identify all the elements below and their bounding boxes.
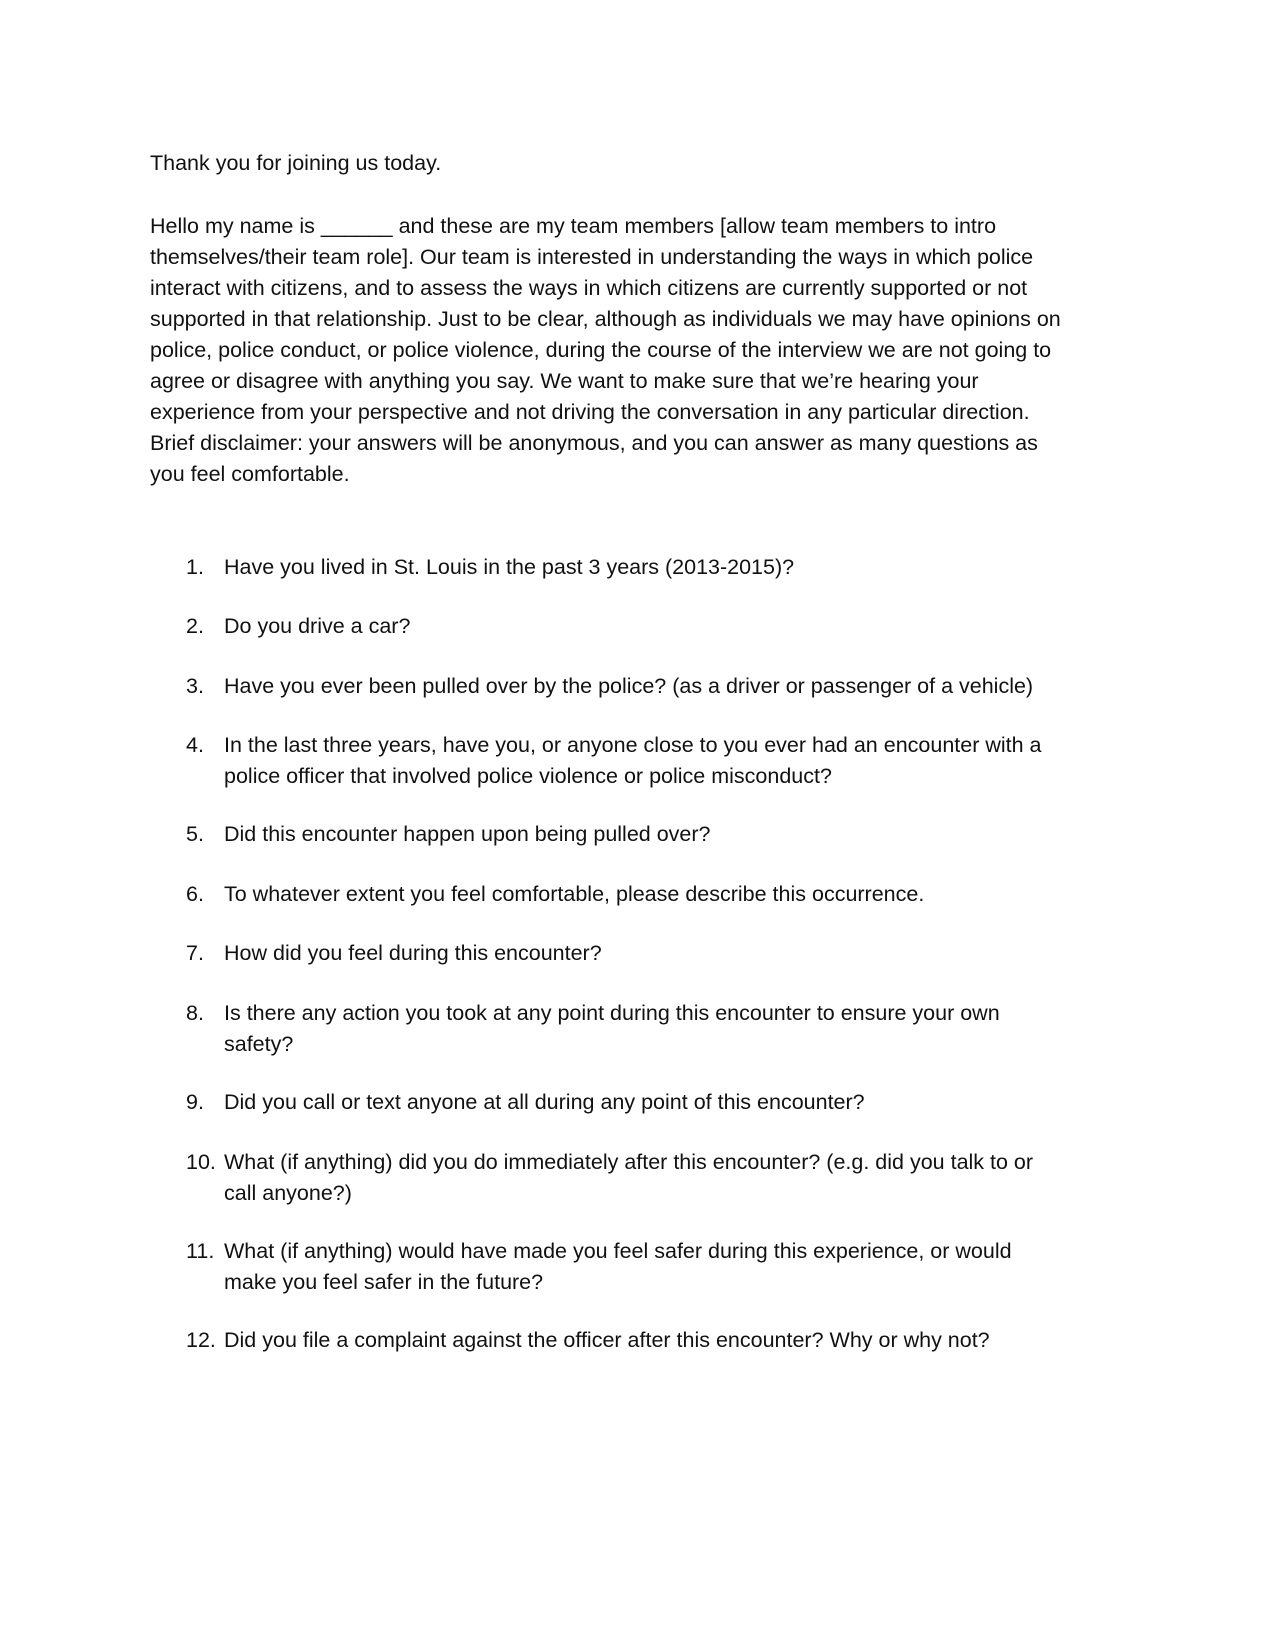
question-number: 11. [186, 1239, 215, 1263]
question-text: Do you drive a car? [224, 614, 411, 638]
question-item [0, 1147, 1275, 1217]
question-number: 5. [186, 822, 204, 846]
question-number: 7. [186, 941, 204, 965]
question-number: 3. [186, 674, 204, 698]
question-text: Did this encounter happen upon being pulled over? [224, 822, 711, 846]
question-text: Have you lived in St. Louis in the past 3 years (2013-2015)? [224, 555, 795, 579]
question-item [0, 1325, 1275, 1395]
question-number: 10. [186, 1150, 216, 1174]
question-number: 6. [186, 882, 204, 906]
question-text: In the last three years, have you, or anyone close to you ever had an encounter with a police officer that involved police violence or police misconduct? [224, 733, 1042, 788]
question-item [0, 730, 1275, 800]
question-text: Did you call or text anyone at all during any point of this encounter? [224, 1090, 865, 1114]
question-item [0, 998, 1275, 1068]
question-text: Have you ever been pulled over by the police? (as a driver or passenger of a vehicle) [224, 674, 1034, 698]
question-number: 12. [186, 1328, 216, 1352]
intro-paragraph: Hello my name is ______ and these are my team members [allow team members to intro themselves/their team role]. Our team is interested in understanding the ways in which police interact with citizens, and to assess the ways in which citizens are currently supported or not supported in that relationship. Just to be clear, although as individuals we may have opinions on police, police conduct, or police violence, during the course of the interview we are not going to agree or disagree with anything you say. We want to make sure that we’re hearing your experience from your perspective and not driving the conversation in any particular direction. Brief disclaimer: your answers will be anonymous, and you can answer as many questions as you feel comfortable. [150, 214, 1061, 486]
question-number: 1. [186, 555, 204, 579]
question-text: What (if anything) would have made you feel safer during this experience, or would make you feel safer in the future? [224, 1239, 1012, 1294]
question-text: How did you feel during this encounter? [224, 941, 602, 965]
question-item [0, 1236, 1275, 1306]
question-text: To whatever extent you feel comfortable, please describe this occurrence. [224, 882, 925, 906]
question-number: 9. [186, 1090, 204, 1114]
question-text: Did you file a complaint against the officer after this encounter? Why or why not? [224, 1328, 990, 1352]
question-number: 4. [186, 733, 204, 757]
question-number: 2. [186, 614, 204, 638]
greeting-line: Thank you for joining us today. [150, 151, 442, 175]
question-number: 8. [186, 1001, 204, 1025]
question-text: Is there any action you took at any point during this encounter to ensure your own safety? [224, 1001, 1000, 1056]
question-text: What (if anything) did you do immediately after this encounter? (e.g. did you talk to or call anyone?) [224, 1150, 1034, 1205]
